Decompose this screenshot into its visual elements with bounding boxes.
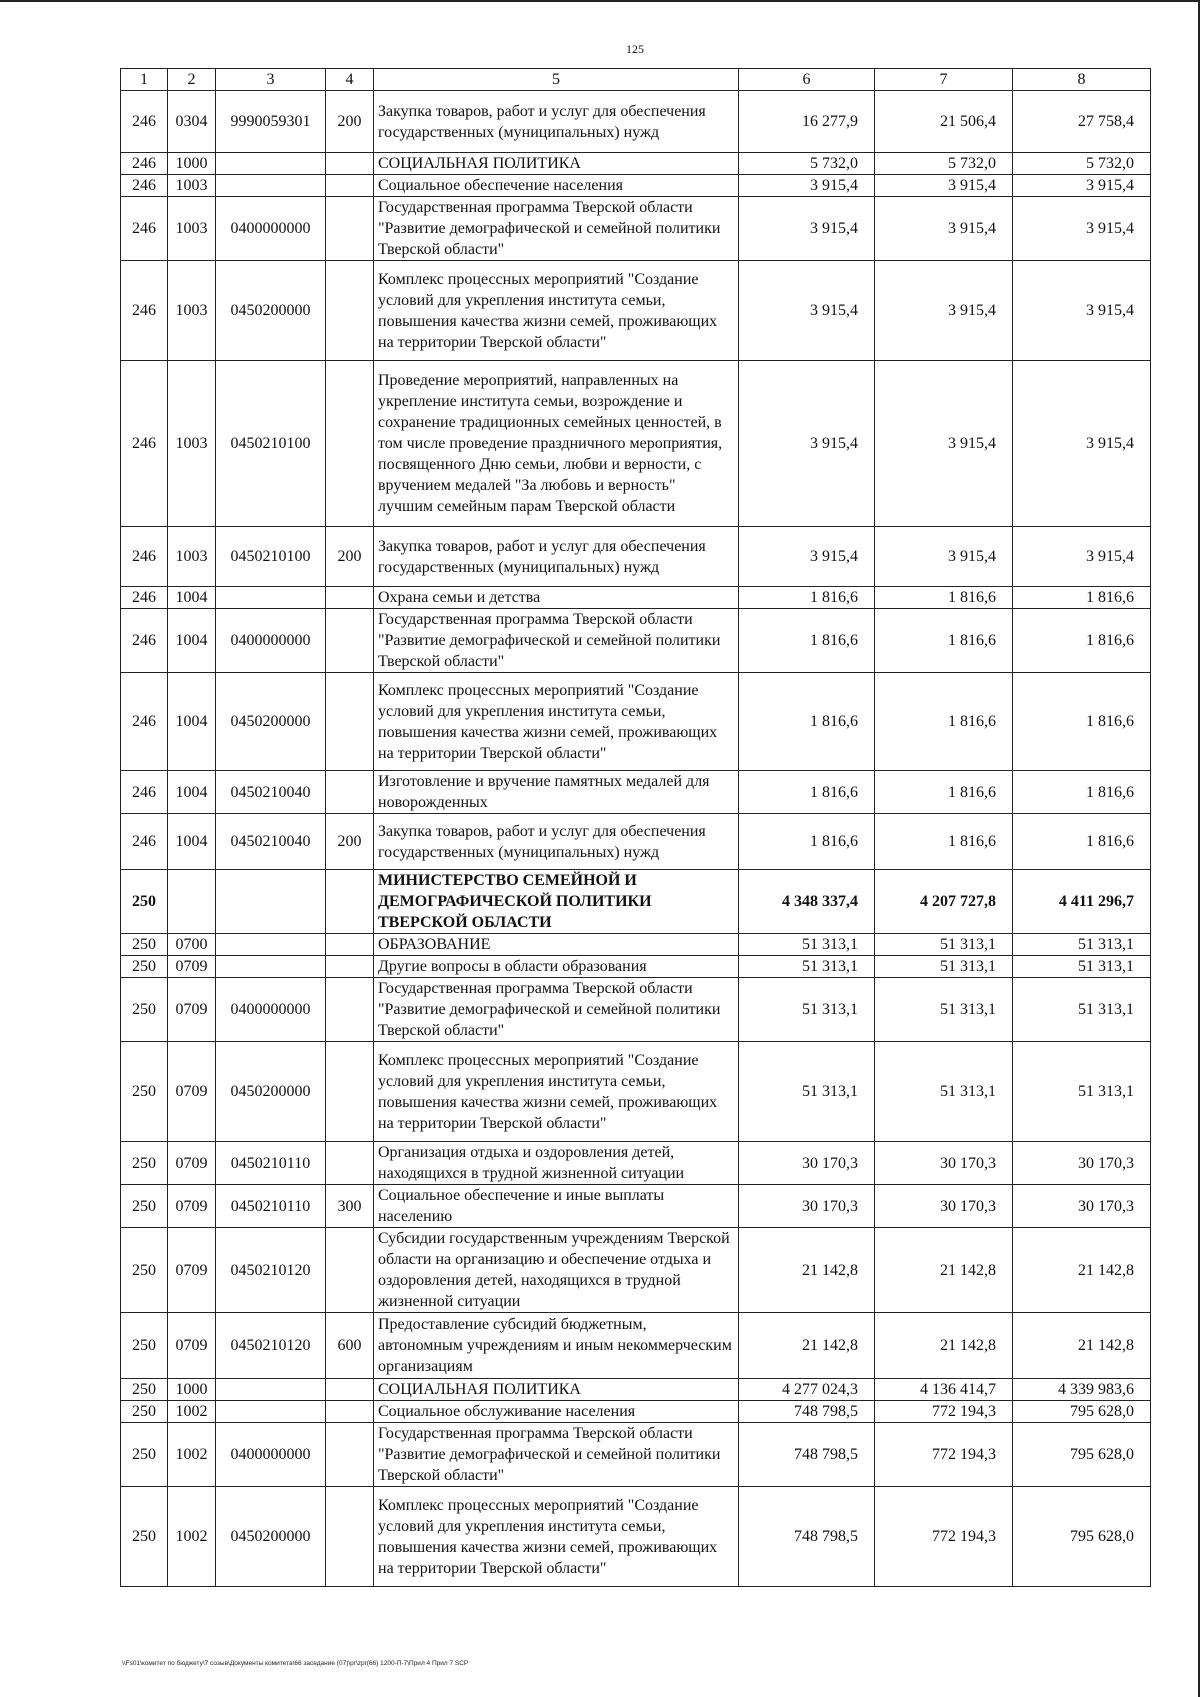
cell-col-5: Закупка товаров, работ и услуг для обеспечения государственных (муниципальных) нужд	[374, 527, 739, 587]
cell-col-8: 1 816,6	[1013, 609, 1151, 673]
cell-col-8: 30 170,3	[1013, 1142, 1151, 1185]
cell-col-1: 246	[121, 609, 168, 673]
table-row	[121, 1042, 1151, 1142]
cell-col-4: 300	[326, 1185, 374, 1228]
cell-col-2: 1003	[168, 197, 216, 261]
cell-col-4: 200	[326, 91, 374, 153]
cell-col-6: 16 277,9	[739, 91, 875, 153]
cell-col-1: 250	[121, 870, 168, 934]
cell-col-3: 0450210110	[216, 1142, 326, 1185]
cell-col-2: 0709	[168, 1042, 216, 1142]
cell-col-4	[326, 1401, 374, 1423]
cell-col-6: 21 142,8	[739, 1228, 875, 1313]
cell-col-7: 30 170,3	[875, 1142, 1013, 1185]
cell-col-7: 3 915,4	[875, 361, 1013, 527]
cell-col-4	[326, 1379, 374, 1401]
cell-col-5: СОЦИАЛЬНАЯ ПОЛИТИКА	[374, 153, 739, 175]
cell-col-4	[326, 1487, 374, 1587]
cell-col-4	[326, 197, 374, 261]
cell-col-3	[216, 956, 326, 978]
cell-col-6: 1 816,6	[739, 609, 875, 673]
cell-col-6: 5 732,0	[739, 153, 875, 175]
cell-col-6: 3 915,4	[739, 175, 875, 197]
cell-col-8: 3 915,4	[1013, 261, 1151, 361]
cell-col-5: Субсидии государственным учреждениям Тверской области на организацию и обеспечение отдыха и оздоровления детей, находящихся в трудной жизненной ситуации	[374, 1228, 739, 1313]
cell-col-2: 0700	[168, 934, 216, 956]
cell-col-4: 200	[326, 814, 374, 870]
cell-col-3: 0400000000	[216, 197, 326, 261]
cell-col-3: 0450210040	[216, 771, 326, 814]
cell-col-2: 0709	[168, 1313, 216, 1379]
cell-col-3: 0450210110	[216, 1185, 326, 1228]
cell-col-8: 51 313,1	[1013, 1042, 1151, 1142]
cell-col-6: 1 816,6	[739, 673, 875, 771]
column-header: 3	[216, 69, 326, 91]
cell-col-6: 3 915,4	[739, 527, 875, 587]
cell-col-1: 250	[121, 1042, 168, 1142]
cell-col-3	[216, 870, 326, 934]
page-border-top	[0, 0, 1200, 2]
cell-col-2: 1004	[168, 587, 216, 609]
cell-col-1: 246	[121, 673, 168, 771]
table-row	[121, 197, 1151, 261]
cell-col-7: 21 142,8	[875, 1228, 1013, 1313]
cell-col-1: 250	[121, 1142, 168, 1185]
cell-col-1: 250	[121, 1401, 168, 1423]
cell-col-2: 1003	[168, 175, 216, 197]
cell-col-3: 9990059301	[216, 91, 326, 153]
cell-col-2	[168, 870, 216, 934]
cell-col-3: 0450210100	[216, 361, 326, 527]
cell-col-2: 0709	[168, 956, 216, 978]
cell-col-5: ОБРАЗОВАНИЕ	[374, 934, 739, 956]
cell-col-2: 1004	[168, 673, 216, 771]
cell-col-8: 3 915,4	[1013, 361, 1151, 527]
cell-col-1: 246	[121, 587, 168, 609]
cell-col-5: Государственная программа Тверской области "Развитие демографической и семейной политики Тверской области"	[374, 978, 739, 1042]
cell-col-3: 0450200000	[216, 1487, 326, 1587]
cell-col-6: 748 798,5	[739, 1423, 875, 1487]
cell-col-5: Государственная программа Тверской области "Развитие демографической и семейной политики Тверской области"	[374, 1423, 739, 1487]
cell-col-7: 1 816,6	[875, 771, 1013, 814]
column-header: 4	[326, 69, 374, 91]
cell-col-5: Комплекс процессных мероприятий "Создание условий для укрепления института семьи, повышения качества жизни семей, проживающих на территории Тверской области"	[374, 261, 739, 361]
cell-col-4	[326, 361, 374, 527]
cell-col-8: 51 313,1	[1013, 934, 1151, 956]
cell-col-5: Изготовление и вручение памятных медалей для новорожденных	[374, 771, 739, 814]
cell-col-2: 1000	[168, 1379, 216, 1401]
table-row	[121, 1487, 1151, 1587]
cell-col-8: 3 915,4	[1013, 197, 1151, 261]
table-body	[121, 91, 1151, 1587]
cell-col-6: 51 313,1	[739, 1042, 875, 1142]
cell-col-5: Социальное обслуживание населения	[374, 1401, 739, 1423]
table-row	[121, 673, 1151, 771]
cell-col-4: 200	[326, 527, 374, 587]
cell-col-1: 250	[121, 1313, 168, 1379]
column-header: 1	[121, 69, 168, 91]
cell-col-4	[326, 609, 374, 673]
column-header: 2	[168, 69, 216, 91]
cell-col-6: 3 915,4	[739, 261, 875, 361]
cell-col-2: 1004	[168, 609, 216, 673]
cell-col-4	[326, 587, 374, 609]
cell-col-2: 1002	[168, 1401, 216, 1423]
cell-col-8: 795 628,0	[1013, 1487, 1151, 1587]
cell-col-4	[326, 1423, 374, 1487]
cell-col-2: 1003	[168, 527, 216, 587]
cell-col-2: 0304	[168, 91, 216, 153]
table-row	[121, 1423, 1151, 1487]
cell-col-6: 748 798,5	[739, 1401, 875, 1423]
cell-col-4	[326, 1142, 374, 1185]
cell-col-6: 51 313,1	[739, 934, 875, 956]
cell-col-6: 3 915,4	[739, 361, 875, 527]
cell-col-2: 1003	[168, 261, 216, 361]
cell-col-6: 1 816,6	[739, 587, 875, 609]
cell-col-5: Государственная программа Тверской области "Развитие демографической и семейной политики Тверской области"	[374, 609, 739, 673]
cell-col-8: 795 628,0	[1013, 1401, 1151, 1423]
cell-col-7: 4 207 727,8	[875, 870, 1013, 934]
cell-col-7: 3 915,4	[875, 175, 1013, 197]
cell-col-7: 30 170,3	[875, 1185, 1013, 1228]
table-row	[121, 1228, 1151, 1313]
table-row	[121, 527, 1151, 587]
cell-col-7: 1 816,6	[875, 609, 1013, 673]
cell-col-1: 246	[121, 527, 168, 587]
cell-col-3: 0400000000	[216, 609, 326, 673]
cell-col-7: 3 915,4	[875, 527, 1013, 587]
cell-col-1: 250	[121, 1185, 168, 1228]
cell-col-6: 30 170,3	[739, 1185, 875, 1228]
column-header: 5	[374, 69, 739, 91]
cell-col-5: СОЦИАЛЬНАЯ ПОЛИТИКА	[374, 1379, 739, 1401]
cell-col-1: 246	[121, 197, 168, 261]
cell-col-2: 0709	[168, 1185, 216, 1228]
column-header: 8	[1013, 69, 1151, 91]
cell-col-4	[326, 175, 374, 197]
cell-col-3	[216, 587, 326, 609]
cell-col-8: 1 816,6	[1013, 673, 1151, 771]
table-row	[121, 587, 1151, 609]
cell-col-3	[216, 934, 326, 956]
cell-col-8: 4 339 983,6	[1013, 1379, 1151, 1401]
cell-col-7: 3 915,4	[875, 197, 1013, 261]
cell-col-6: 3 915,4	[739, 197, 875, 261]
cell-col-7: 21 142,8	[875, 1313, 1013, 1379]
cell-col-3: 0400000000	[216, 978, 326, 1042]
table-row	[121, 91, 1151, 153]
table-row	[121, 609, 1151, 673]
cell-col-8: 21 142,8	[1013, 1313, 1151, 1379]
cell-col-5: Комплекс процессных мероприятий "Создание условий для укрепления института семьи, повышения качества жизни семей, проживающих на территории Тверской области"	[374, 673, 739, 771]
cell-col-3	[216, 1379, 326, 1401]
cell-col-7: 21 506,4	[875, 91, 1013, 153]
cell-col-3: 0450210040	[216, 814, 326, 870]
cell-col-8: 30 170,3	[1013, 1185, 1151, 1228]
column-header: 6	[739, 69, 875, 91]
cell-col-2: 0709	[168, 978, 216, 1042]
table-row	[121, 771, 1151, 814]
cell-col-1: 246	[121, 153, 168, 175]
cell-col-5: Другие вопросы в области образования	[374, 956, 739, 978]
cell-col-3: 0450200000	[216, 1042, 326, 1142]
cell-col-1: 250	[121, 1487, 168, 1587]
cell-col-1: 250	[121, 934, 168, 956]
table-row	[121, 1313, 1151, 1379]
cell-col-1: 250	[121, 1228, 168, 1313]
cell-col-2: 1004	[168, 814, 216, 870]
cell-col-3: 0450210100	[216, 527, 326, 587]
cell-col-4	[326, 978, 374, 1042]
cell-col-4	[326, 673, 374, 771]
cell-col-5: МИНИСТЕРСТВО СЕМЕЙНОЙ И ДЕМОГРАФИЧЕСКОЙ ПОЛИТИКИ ТВЕРСКОЙ ОБЛАСТИ	[374, 870, 739, 934]
cell-col-3: 0450200000	[216, 673, 326, 771]
cell-col-7: 1 816,6	[875, 814, 1013, 870]
table-row	[121, 814, 1151, 870]
cell-col-1: 250	[121, 978, 168, 1042]
table-row	[121, 870, 1151, 934]
cell-col-1: 246	[121, 91, 168, 153]
table-row	[121, 175, 1151, 197]
cell-col-8: 21 142,8	[1013, 1228, 1151, 1313]
cell-col-1: 250	[121, 956, 168, 978]
table-row	[121, 1185, 1151, 1228]
cell-col-3	[216, 1401, 326, 1423]
cell-col-5: Социальное обеспечение населения	[374, 175, 739, 197]
cell-col-2: 1003	[168, 361, 216, 527]
cell-col-7: 772 194,3	[875, 1487, 1013, 1587]
cell-col-2: 1000	[168, 153, 216, 175]
cell-col-8: 795 628,0	[1013, 1423, 1151, 1487]
cell-col-8: 4 411 296,7	[1013, 870, 1151, 934]
table-row	[121, 1401, 1151, 1423]
cell-col-6: 21 142,8	[739, 1313, 875, 1379]
cell-col-6: 4 348 337,4	[739, 870, 875, 934]
table-row	[121, 978, 1151, 1042]
cell-col-8: 5 732,0	[1013, 153, 1151, 175]
cell-col-1: 246	[121, 361, 168, 527]
cell-col-4: 600	[326, 1313, 374, 1379]
cell-col-6: 1 816,6	[739, 771, 875, 814]
cell-col-6: 748 798,5	[739, 1487, 875, 1587]
footer-file-path: \\Fs01\комитет по бюджету\7 созыв\Документы комитета\66 заседание (07)\pr\zpr(66) 1200-П-7\Прил 4 Прил 7 SCP	[122, 1660, 469, 1667]
cell-col-5: Организация отдыха и оздоровления детей, находящихся в трудной жизненной ситуации	[374, 1142, 739, 1185]
cell-col-6: 51 313,1	[739, 978, 875, 1042]
cell-col-8: 1 816,6	[1013, 771, 1151, 814]
cell-col-7: 51 313,1	[875, 956, 1013, 978]
cell-col-5: Закупка товаров, работ и услуг для обеспечения государственных (муниципальных) нужд	[374, 91, 739, 153]
cell-col-1: 246	[121, 814, 168, 870]
column-number-row	[121, 69, 1151, 91]
cell-col-6: 30 170,3	[739, 1142, 875, 1185]
table-row	[121, 1379, 1151, 1401]
cell-col-7: 1 816,6	[875, 587, 1013, 609]
cell-col-3	[216, 153, 326, 175]
cell-col-1: 246	[121, 261, 168, 361]
cell-col-4	[326, 153, 374, 175]
cell-col-3: 0450210120	[216, 1313, 326, 1379]
cell-col-2: 0709	[168, 1142, 216, 1185]
table-row	[121, 934, 1151, 956]
cell-col-8: 1 816,6	[1013, 814, 1151, 870]
cell-col-7: 772 194,3	[875, 1401, 1013, 1423]
cell-col-1: 250	[121, 1379, 168, 1401]
cell-col-5: Предоставление субсидий бюджетным, автономным учреждениям и иным некоммерческим организациям	[374, 1313, 739, 1379]
cell-col-8: 51 313,1	[1013, 956, 1151, 978]
cell-col-4	[326, 870, 374, 934]
page-number: 125	[626, 42, 644, 56]
cell-col-3: 0400000000	[216, 1423, 326, 1487]
cell-col-6: 1 816,6	[739, 814, 875, 870]
cell-col-1: 250	[121, 1423, 168, 1487]
table-row	[121, 1142, 1151, 1185]
cell-col-5: Государственная программа Тверской области "Развитие демографической и семейной политики Тверской области"	[374, 197, 739, 261]
cell-col-7: 51 313,1	[875, 978, 1013, 1042]
cell-col-2: 0709	[168, 1228, 216, 1313]
cell-col-1: 246	[121, 771, 168, 814]
cell-col-5: Комплекс процессных мероприятий "Создание условий для укрепления института семьи, повышения качества жизни семей, проживающих на территории Тверской области"	[374, 1487, 739, 1587]
cell-col-7: 772 194,3	[875, 1423, 1013, 1487]
column-header: 7	[875, 69, 1013, 91]
cell-col-4	[326, 1042, 374, 1142]
cell-col-2: 1002	[168, 1423, 216, 1487]
cell-col-5: Социальное обеспечение и иные выплаты населению	[374, 1185, 739, 1228]
cell-col-7: 5 732,0	[875, 153, 1013, 175]
table-row	[121, 956, 1151, 978]
cell-col-4	[326, 1228, 374, 1313]
cell-col-8: 3 915,4	[1013, 527, 1151, 587]
cell-col-4	[326, 956, 374, 978]
cell-col-3	[216, 175, 326, 197]
cell-col-7: 51 313,1	[875, 934, 1013, 956]
cell-col-8: 51 313,1	[1013, 978, 1151, 1042]
cell-col-5: Охрана семьи и детства	[374, 587, 739, 609]
cell-col-6: 4 277 024,3	[739, 1379, 875, 1401]
cell-col-4	[326, 261, 374, 361]
cell-col-7: 3 915,4	[875, 261, 1013, 361]
cell-col-1: 246	[121, 175, 168, 197]
cell-col-4	[326, 771, 374, 814]
table-row	[121, 261, 1151, 361]
cell-col-3: 0450200000	[216, 261, 326, 361]
cell-col-8: 27 758,4	[1013, 91, 1151, 153]
table-row	[121, 361, 1151, 527]
cell-col-5: Комплекс процессных мероприятий "Создание условий для укрепления института семьи, повышения качества жизни семей, проживающих на территории Тверской области"	[374, 1042, 739, 1142]
cell-col-8: 3 915,4	[1013, 175, 1151, 197]
cell-col-6: 51 313,1	[739, 956, 875, 978]
cell-col-7: 4 136 414,7	[875, 1379, 1013, 1401]
cell-col-4	[326, 934, 374, 956]
cell-col-7: 1 816,6	[875, 673, 1013, 771]
cell-col-3: 0450210120	[216, 1228, 326, 1313]
cell-col-5: Закупка товаров, работ и услуг для обеспечения государственных (муниципальных) нужд	[374, 814, 739, 870]
budget-table	[120, 68, 1151, 1587]
cell-col-7: 51 313,1	[875, 1042, 1013, 1142]
cell-col-5: Проведение мероприятий, направленных на укрепление института семьи, возрождение и сохранение традиционных семейных ценностей, в том числе проведение праздничного мероприятия, посвященного Дню семьи, любви и верности, с вручением медалей "За любовь и верность" лучшим семейным парам Тверской области	[374, 361, 739, 527]
cell-col-2: 1002	[168, 1487, 216, 1587]
table-row	[121, 153, 1151, 175]
cell-col-8: 1 816,6	[1013, 587, 1151, 609]
cell-col-2: 1004	[168, 771, 216, 814]
